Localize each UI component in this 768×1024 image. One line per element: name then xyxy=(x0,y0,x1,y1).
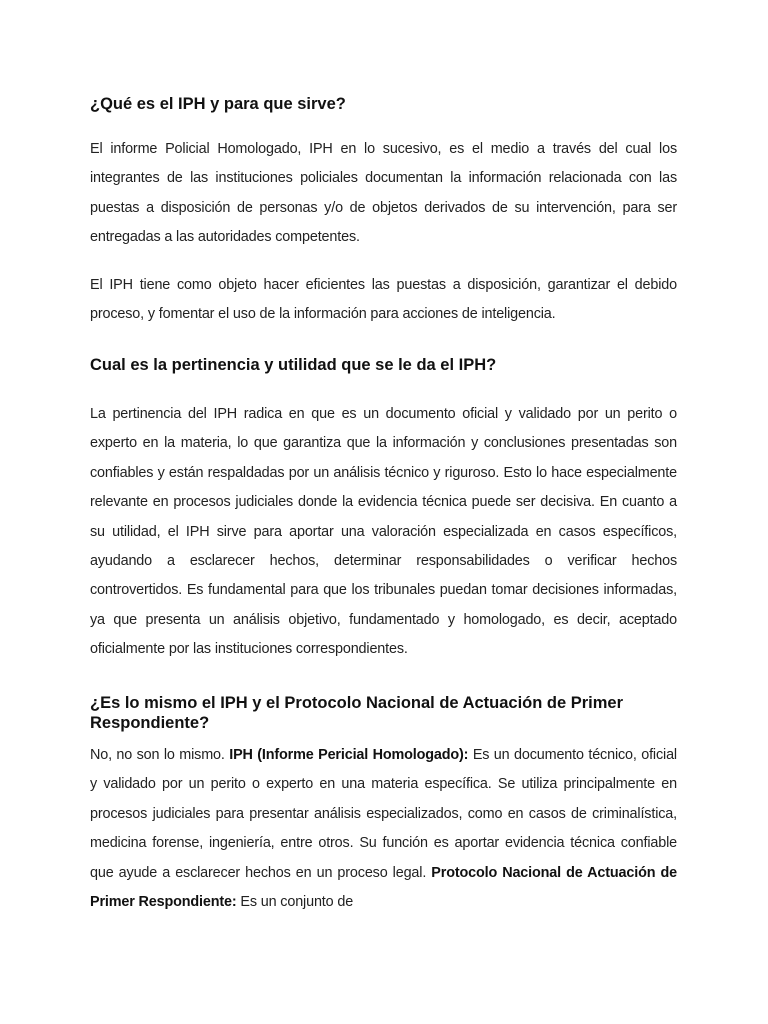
section-heading-what-is-iph: ¿Qué es el IPH y para que sirve? xyxy=(90,95,346,113)
section-heading-pertinence: Cual es la pertinencia y utilidad que se le da el IPH? xyxy=(90,356,497,374)
section-heading-iph-vs-protocol: ¿Es lo mismo el IPH y el Protocolo Nacional de Actuación de Primer Respondiente? xyxy=(90,694,624,732)
definition-protocol: Es un conjunto de xyxy=(240,894,354,911)
paragraph-iph-vs-protocol-answer xyxy=(90,741,677,917)
paragraph-iph-definition: El informe Policial Homologado, IPH en lo sucesivo, es el medio a través del cual los integrantes de las instituciones policiales documentan la información relacionada con las puestas a disposición de personas y/o de objetos derivados de su intervención, para ser entregadas a las autoridades competentes. xyxy=(90,141,677,246)
answer-intro: No, no son lo mismo. xyxy=(90,747,225,763)
definition-iph: Es un documento técnico, oficial y validado por un perito o experto en una materia específica. Se utiliza principalmente en procesos judiciales para presentar análisis especializados, como en casos de criminalística, medicina forense, ingeniería, entre otros. Su función es aportar evidencia técnica confiable que ayude a esclarecer hechos en un proceso legal. xyxy=(90,747,677,881)
paragraph-iph-objective: El IPH tiene como objeto hacer eficientes las puestas a disposición, garantizar el debido proceso, y fomentar el uso de la información para acciones de inteligencia. xyxy=(90,277,677,323)
term-iph: IPH (Informe Pericial Homologado): xyxy=(229,747,469,763)
term-protocol: Protocolo Nacional de Actuación de Primer Respondiente: xyxy=(90,864,677,911)
paragraph-pertinence-utility: La pertinencia del IPH radica en que es un documento oficial y validado por un perito o experto en la materia, lo que garantiza que la información y conclusiones presentadas son confiables y están respaldadas por un análisis técnico y riguroso. Esto lo hace especialmente relevante en procesos judiciales donde la evidencia técnica puede ser decisiva. En cuanto a su utilidad, el IPH sirve para aportar una valoración especializada en casos específicos, ayudando a esclarecer hechos, determinar responsabilidades o verificar hechos controvertidos. Es fundamental para que los tribunales puedan tomar decisiones informadas, ya que presenta un análisis objetivo, fundamentado y homologado, es decir, aceptado oficialmente por las instituciones correspondientes. xyxy=(90,406,677,658)
